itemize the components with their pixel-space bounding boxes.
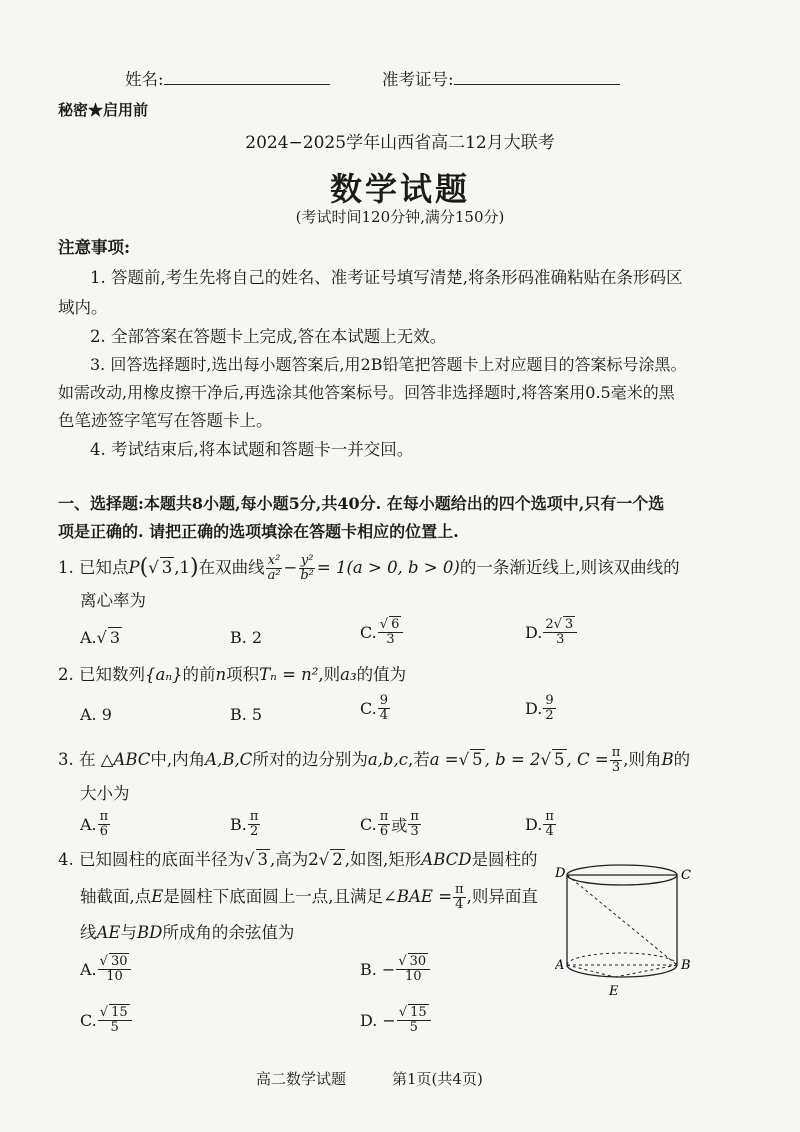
confidential-label: 秘密★启用前 bbox=[58, 101, 149, 119]
exam-series: 2024−2025学年山西省高二12月大联考 bbox=[245, 133, 555, 153]
q1-option-d[interactable]: D. $\frac{2√ 3}{3}$ bbox=[525, 618, 578, 646]
note-4: 4. 考试结束后,将本试题和答题卡一并交回。 bbox=[90, 440, 414, 459]
q4-option-c[interactable]: C. $\frac{√ 15}{5}$ bbox=[80, 1006, 133, 1034]
question-4-stem-2: 轴截面,点 E 是圆柱下底面圆上一点,且满足 ∠BAE = $\frac{\pi}{4}$ ,则异面直 bbox=[80, 881, 538, 912]
note-1-line-2: 域内。 bbox=[58, 298, 108, 317]
note-3-line-3: 色笔迹签字笔写在答题卡上。 bbox=[58, 411, 273, 430]
question-3-stem-2: 大小为 bbox=[80, 784, 130, 803]
question-2-stem: 2. 已知数列{aₙ}的前n项积Tₙ = n²,则a₃的值为 bbox=[58, 665, 407, 684]
q1-option-b[interactable]: B. 2 bbox=[230, 628, 263, 647]
exam-id-field[interactable] bbox=[382, 70, 620, 89]
note-3-line-1: 3. 回答选择题时,选出每小题答案后,用2B铅笔把答题卡上对应题目的答案标号涂黑。 bbox=[90, 355, 687, 374]
note-1-line-1: 1. 答题前,考生先将自己的姓名、准考证号填写清楚,将条形码准确粘贴在条形码区 bbox=[90, 268, 683, 287]
q1-option-a[interactable]: A.√ 3 bbox=[80, 628, 121, 647]
question-4-stem-1: 4. 已知圆柱的底面半径为√ 3 ,高为2√ 2 ,如图,矩形ABCD是圆柱的 bbox=[58, 850, 538, 869]
note-2: 2. 全部答案在答题卡上完成,答在本试题上无效。 bbox=[90, 327, 447, 346]
notes-heading: 注意事项: bbox=[58, 238, 131, 257]
q2-option-c[interactable]: C. $\frac{9}{4}$ bbox=[360, 693, 389, 723]
cylinder-figure bbox=[555, 855, 695, 1000]
label-c: C bbox=[681, 868, 691, 883]
section-1-line-2: 项是正确的. 请把正确的选项填涂在答题卡相应的位置上. bbox=[58, 522, 459, 541]
q2-option-d[interactable]: D. $\frac{9}{2}$ bbox=[525, 693, 554, 723]
q1-option-c[interactable]: C. $\frac{√ 6}{3}$ bbox=[360, 618, 404, 646]
diagonal-bd bbox=[567, 875, 677, 965]
note-3-line-2: 如需改动,用橡皮擦干净后,再选涂其他答案标号。回答非选择题时,将答案用0.5毫米的黑 bbox=[58, 383, 675, 402]
subject-title: 数学试题 bbox=[329, 170, 470, 208]
q3-option-c[interactable]: C. $\frac{\pi}{6}$ 或 $\frac{\pi}{3}$ bbox=[360, 809, 419, 839]
label-d: D bbox=[555, 866, 566, 881]
name-field[interactable] bbox=[125, 70, 330, 89]
label-e: E bbox=[609, 984, 619, 999]
label-a: A bbox=[555, 958, 565, 973]
bottom-base-back-arc bbox=[567, 953, 677, 965]
exam-id-label: 准考证号: bbox=[382, 70, 454, 89]
name-label: 姓名: bbox=[125, 70, 164, 89]
question-3-stem: 3. 在 △ ABC 中,内角 A,B,C 所对的边分别为 a,b,c ,若 a = √ 5 , b = 2 √ 5 , C = $\frac{\pi}{3}$ ,则角 B 的 bbox=[58, 744, 691, 775]
q3-option-a[interactable]: A. $\frac{\pi}{6}$ bbox=[80, 809, 109, 839]
section-1-line-1: 一、选择题:本题共8小题,每小题5分,共40分. 在每小题给出的四个选项中,只有一个选 bbox=[58, 494, 665, 513]
q4-option-a[interactable]: A. $\frac{√ 30}{10}$ bbox=[80, 955, 132, 983]
q2-option-b[interactable]: B. 5 bbox=[230, 705, 263, 724]
q3-option-d[interactable]: D. $\frac{\pi}{4}$ bbox=[525, 809, 554, 839]
question-4-stem-3: 线AE与BD所成角的余弦值为 bbox=[80, 923, 295, 942]
footer-subject: 高二数学试题 bbox=[256, 1070, 347, 1088]
question-1-stem: 1. 已知点 P ( √ 3 , 1 ) 在双曲线 $\frac{\text{x²}}{\text{a²}}$ − $\frac{\text{y²}}{\text{b²}}$ = 1(a > 0, b > 0) 的一条渐近线上,则该双曲线的 bbox=[58, 552, 680, 583]
q4-option-d[interactable]: D. − $\frac{√ 15}{5}$ bbox=[360, 1006, 432, 1034]
time-info: (考试时间120分钟,满分150分) bbox=[295, 208, 505, 226]
footer-page: 第1页(共4页) bbox=[392, 1070, 483, 1088]
exam-id-blank[interactable] bbox=[454, 70, 620, 85]
question-1-stem-2: 离心率为 bbox=[80, 591, 146, 610]
name-blank[interactable] bbox=[164, 70, 330, 85]
q4-option-b[interactable]: B. − $\frac{√ 30}{10}$ bbox=[360, 955, 431, 983]
label-b: B bbox=[681, 958, 691, 973]
q3-option-b[interactable]: B. $\frac{\pi}{2}$ bbox=[230, 809, 259, 839]
q2-option-a[interactable]: A. 9 bbox=[80, 705, 112, 724]
